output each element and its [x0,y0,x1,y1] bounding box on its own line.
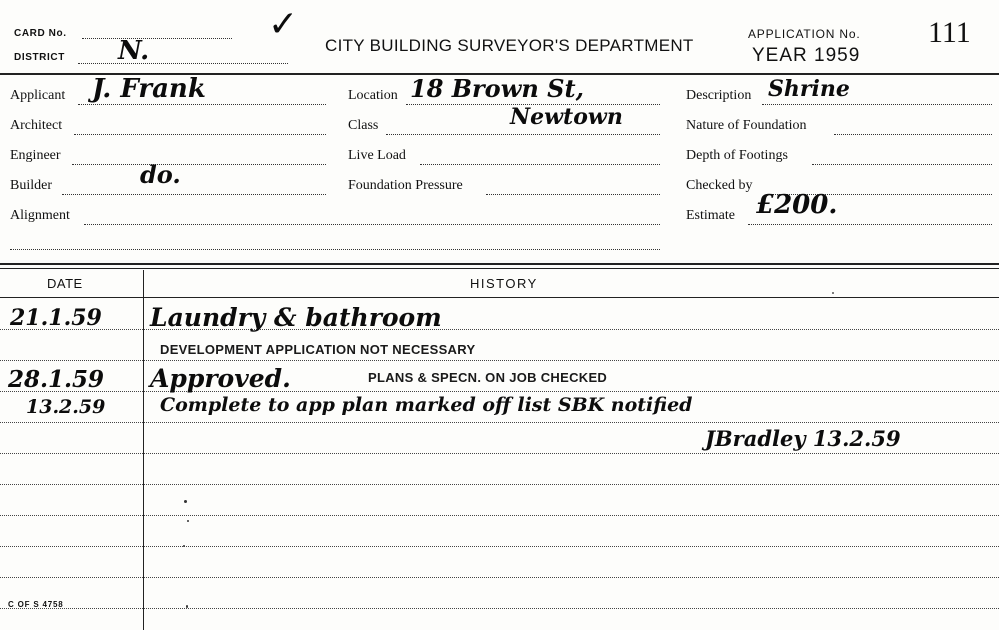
speck [187,520,189,522]
plans-checked-stamp: PLANS & SPECN. ON JOB CHECKED [368,370,608,385]
history-date: 28.1.59 [8,366,105,393]
class-line [386,134,660,135]
application-no-value: 111 [928,16,971,49]
history-date: 21.1.59 [10,305,102,331]
row-line [0,484,999,485]
depth-of-footings-label: Depth of Footings [686,148,788,163]
history-text: Laundry & bathroom [150,303,442,332]
depth-of-footings-line [812,164,992,165]
history-column-header: HISTORY [470,276,538,291]
alignment-label: Alignment [10,208,70,223]
row-line [0,546,999,547]
date-column-divider [143,270,144,630]
district-line [78,63,288,64]
history-top-divider-2 [0,268,999,269]
year-label: YEAR 1959 [752,45,861,66]
engineer-line [72,164,326,165]
architect-line [74,134,326,135]
architect-label: Architect [10,118,63,133]
row-line [0,577,999,578]
speck [184,500,187,503]
history-header-divider [0,297,999,298]
row-line [0,515,999,516]
nature-of-foundation-line [834,134,992,135]
history-date: 13.2.59 [26,396,106,418]
speck [183,545,185,547]
signature: JBradley 13.2.59 [705,426,901,451]
department-title: CITY BUILDING SURVEYOR'S DEPARTMENT [325,36,694,55]
estimate-value: £200. [756,190,838,220]
applicant-label: Applicant [10,88,66,103]
description-value: Shrine [768,76,850,102]
builder-value: do. [140,160,181,189]
location-value-2: Newtown [510,104,623,130]
tick-mark: ✓ [268,4,299,45]
applicant-value: J. Frank [92,74,206,104]
district-label: DISTRICT [14,52,65,63]
location-value: 18 Brown St, [410,74,584,103]
date-column-header: DATE [47,276,83,291]
history-text: Approved. [150,364,291,393]
speck [186,605,188,608]
builder-line [62,194,326,195]
description-line [762,104,992,105]
application-no-label: APPLICATION No. [748,27,861,41]
development-stamp: DEVELOPMENT APPLICATION NOT NECESSARY [160,342,476,357]
builder-label: Builder [10,178,52,193]
nature-of-foundation-label: Nature of Foundation [686,118,807,133]
class-label: Class [348,118,379,133]
engineer-label: Engineer [10,148,61,163]
history-text: Complete to app plan marked off list SBK notified [160,394,693,416]
description-label: Description [686,88,752,103]
checked-by-label: Checked by [686,178,753,193]
estimate-line [748,224,992,225]
live-load-label: Live Load [348,148,406,163]
card-no-line [82,38,232,39]
row-line [0,422,999,423]
card-no-label: CARD No. [14,28,67,39]
row-line [0,360,999,361]
row-line [0,608,999,609]
location-label: Location [348,88,398,103]
alignment-line-2 [10,249,660,250]
applicant-line [78,104,326,105]
live-load-line [420,164,660,165]
form-code: C OF S 4758 [8,600,64,609]
district-value: N. [118,36,150,66]
alignment-line [84,224,660,225]
history-top-divider [0,263,999,265]
foundation-pressure-label: Foundation Pressure [348,178,463,193]
estimate-label: Estimate [686,208,735,223]
speck [832,292,834,294]
row-line [0,453,999,454]
foundation-pressure-line [486,194,660,195]
